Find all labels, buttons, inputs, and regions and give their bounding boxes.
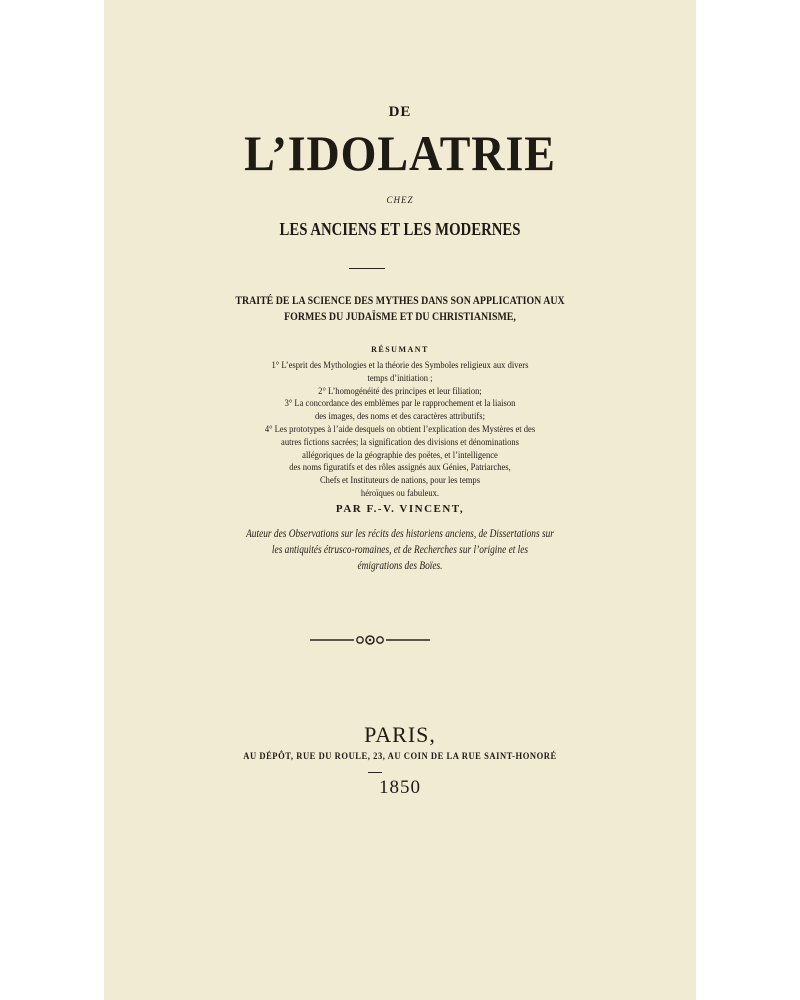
title-page	[104, 0, 696, 1000]
summary-line: des noms figuratifs et des rôles assignés aux Génies, Patriarches,	[289, 463, 511, 474]
summary-line: Chefs et Instituteurs de nations, pour les temps	[319, 476, 481, 487]
preposition: DE	[388, 104, 412, 120]
connector-word: CHEZ	[386, 195, 414, 205]
summary-line: allégoriques de la géographie des poëtes, et l’intelligence	[302, 450, 498, 461]
summary-line: 4° Les prototypes à l’aide desquels on obtient l’explication des Mystères et des	[264, 424, 536, 435]
author-line: PAR F.-V. VINCENT,	[335, 503, 465, 515]
credentials-line: les antiquités étrusco-romaines, et de Recherches sur l’origine et les	[271, 542, 529, 556]
author-credentials	[169, 525, 631, 573]
ornament-divider	[308, 633, 432, 647]
main-title: L’IDOLATRIE	[244, 125, 556, 181]
summary-line: autres fictions sacrées; la signification des divisions et dénominations	[281, 437, 519, 448]
summary-heading: RÉSUMANT	[371, 345, 429, 354]
treatise-line: FORMES DU JUDAÏSME ET DU CHRISTIANISME,	[284, 311, 516, 323]
divider-rule	[349, 268, 385, 269]
credentials-line: émigrations des Boïes.	[357, 558, 443, 572]
summary-line: temps d’initiation ;	[367, 373, 433, 384]
summary-line: 1° L’esprit des Mythologies et la théorie des Symboles religieux aux divers	[271, 361, 529, 371]
treatise-line: TRAITÉ DE LA SCIENCE DES MYTHES DANS SON APPLICATION AUX	[235, 295, 565, 307]
divider-rule-small	[368, 772, 382, 773]
publication-city: PARIS,	[364, 722, 436, 747]
summary-line: 3° La concordance des emblèmes par le rapprochement et la liaison	[284, 399, 516, 410]
subtitle: LES ANCIENS ET LES MODERNES	[279, 219, 521, 239]
summary-line: héroïques ou fabuleux.	[360, 488, 440, 499]
treatise-description	[145, 293, 654, 325]
summary-line: 2° L’homogénéité des principes et leur filiation;	[318, 386, 482, 397]
summary-line: des images, des noms et des caractères attributifs;	[314, 412, 485, 423]
publisher-address: AU DÉPÔT, RUE DU ROULE, 23, AU COIN DE LA RUE SAINT-HONORÉ	[243, 752, 557, 762]
credentials-line: Auteur des Observations sur les récits des historiens anciens, de Dissertations sur	[246, 526, 554, 540]
summary-list	[134, 360, 667, 501]
publication-year: 1850	[379, 777, 421, 798]
